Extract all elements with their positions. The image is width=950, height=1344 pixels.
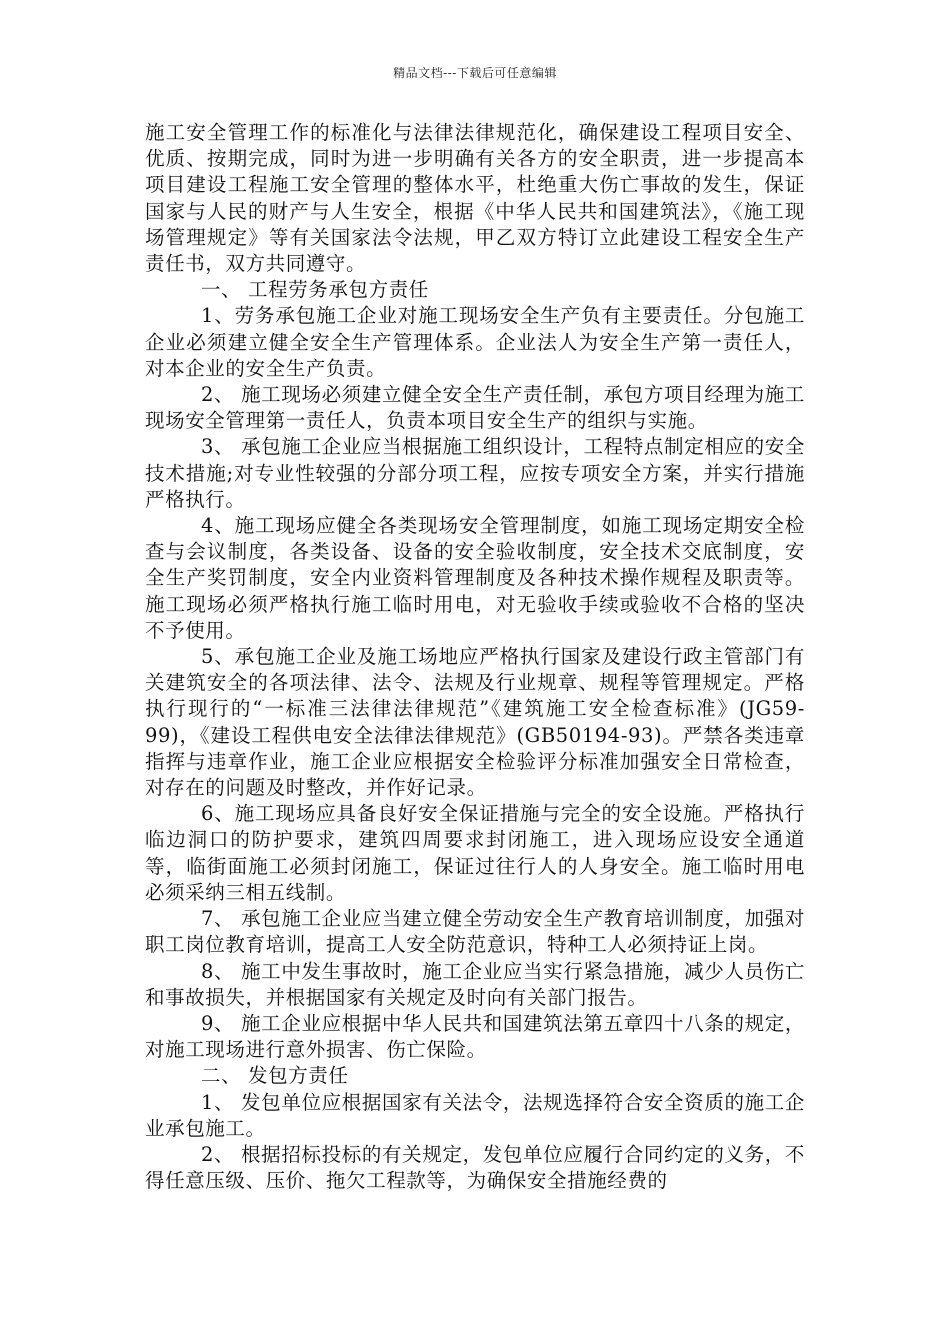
paragraph-item: 1、 发包单位应根据国家有关法令，法规选择符合安全资质的施工企业承包施工。 bbox=[145, 1090, 805, 1140]
paragraph-item: 2、 根据招标投标的有关规定，发包单位应履行合同约定的义务，不得任意压级、压价、拖欠工程款等，为确保安全措施经费的 bbox=[145, 1142, 805, 1193]
paragraph-item: 6、施工现场应具备良好安全保证措施与完全的安全设施。严格执行临边洞口的防护要求，建筑四周要求封闭施工，进入现场应设安全通道等，临街面施工必须封闭施工，保证过往行人的人身安全。施工临时用电必须采纳三相五线制。 bbox=[145, 802, 805, 904]
section-heading-contractor: 一、 工程劳务承包方责任 bbox=[201, 278, 429, 302]
document-body bbox=[145, 120, 805, 1194]
paragraph-intro: 施工安全管理工作的标准化与法律法律规范化，确保建设工程项目安全、优质、按期完成，同时为进一步明确有关各方的安全职责，进一步提高本项目建设工程施工安全管理的整体水平，杜绝重大伤亡事故的发生，保证国家与人民的财产与人生安全，根据《中华人民共和国建筑法》，《施工现场管理规定》等有关国家法令法规，甲乙双方特订立此建设工程安全生产责任书，双方共同遵守。 bbox=[145, 121, 805, 276]
paragraph-item: 3、 承包施工企业应当根据施工组织设计，工程特点制定相应的安全技术措施;对专业性较强的分部分项工程，应按专项安全方案，并实行措施严格执行。 bbox=[145, 435, 805, 511]
paragraph-item: 9、 施工企业应根据中华人民共和国建筑法第五章四十八条的规定，对施工现场进行意外损害、伤亡保险。 bbox=[145, 1011, 805, 1062]
paragraph-item: 8、 施工中发生事故时，施工企业应当实行紧急措施，减少人员伤亡和事故损失，并根据国家有关规定及时向有关部门报告。 bbox=[145, 959, 805, 1009]
paragraph-item: 1、劳务承包施工企业对施工现场安全生产负有主要责任。分包施工企业必须建立健全安全生产管理体系。企业法人为安全生产第一责任人，对本企业的安全生产负责。 bbox=[145, 304, 805, 380]
paragraph-item: 4、施工现场应健全各类现场安全管理制度，如施工现场定期安全检查与会议制度，各类设备、设备的安全验收制度，安全技术交底制度，安全生产奖罚制度，安全内业资料管理制度及各种技术操作规程及职责等。施工现场必须严格执行施工临时用电，对无验收手续或验收不合格的坚决不予使用。 bbox=[145, 514, 805, 642]
paragraph-item: 7、 承包施工企业应当建立健全劳动安全生产教育培训制度，加强对职工岗位教育培训，提高工人安全防范意识，特种工人必须持证上岗。 bbox=[145, 907, 805, 957]
page-header: 精品文档---下载后可任意编辑 bbox=[393, 66, 557, 80]
paragraph-item: 5、承包施工企业及施工场地应严格执行国家及建设行政主管部门有关建筑安全的各项法律、法令、法规及行业规章、规程等管理规定。严格执行现行的“一标准三法律法律规范”《建筑施工安全检查标准》(JG59-99)，《建设工程供电安全法律法律规范》(GB50194-93)。严禁各类违章指挥与违章作业，施工企业应根据安全检验评分标准加强安全日常检查，对存在的问题及时整改，并作好记录。 bbox=[145, 645, 805, 800]
section-heading-client: 二、 发包方责任 bbox=[201, 1064, 349, 1088]
paragraph-item: 2、 施工现场必须建立健全安全生产责任制，承包方项目经理为施工现场安全管理第一责任人，负责本项目安全生产的组织与实施。 bbox=[145, 383, 805, 433]
